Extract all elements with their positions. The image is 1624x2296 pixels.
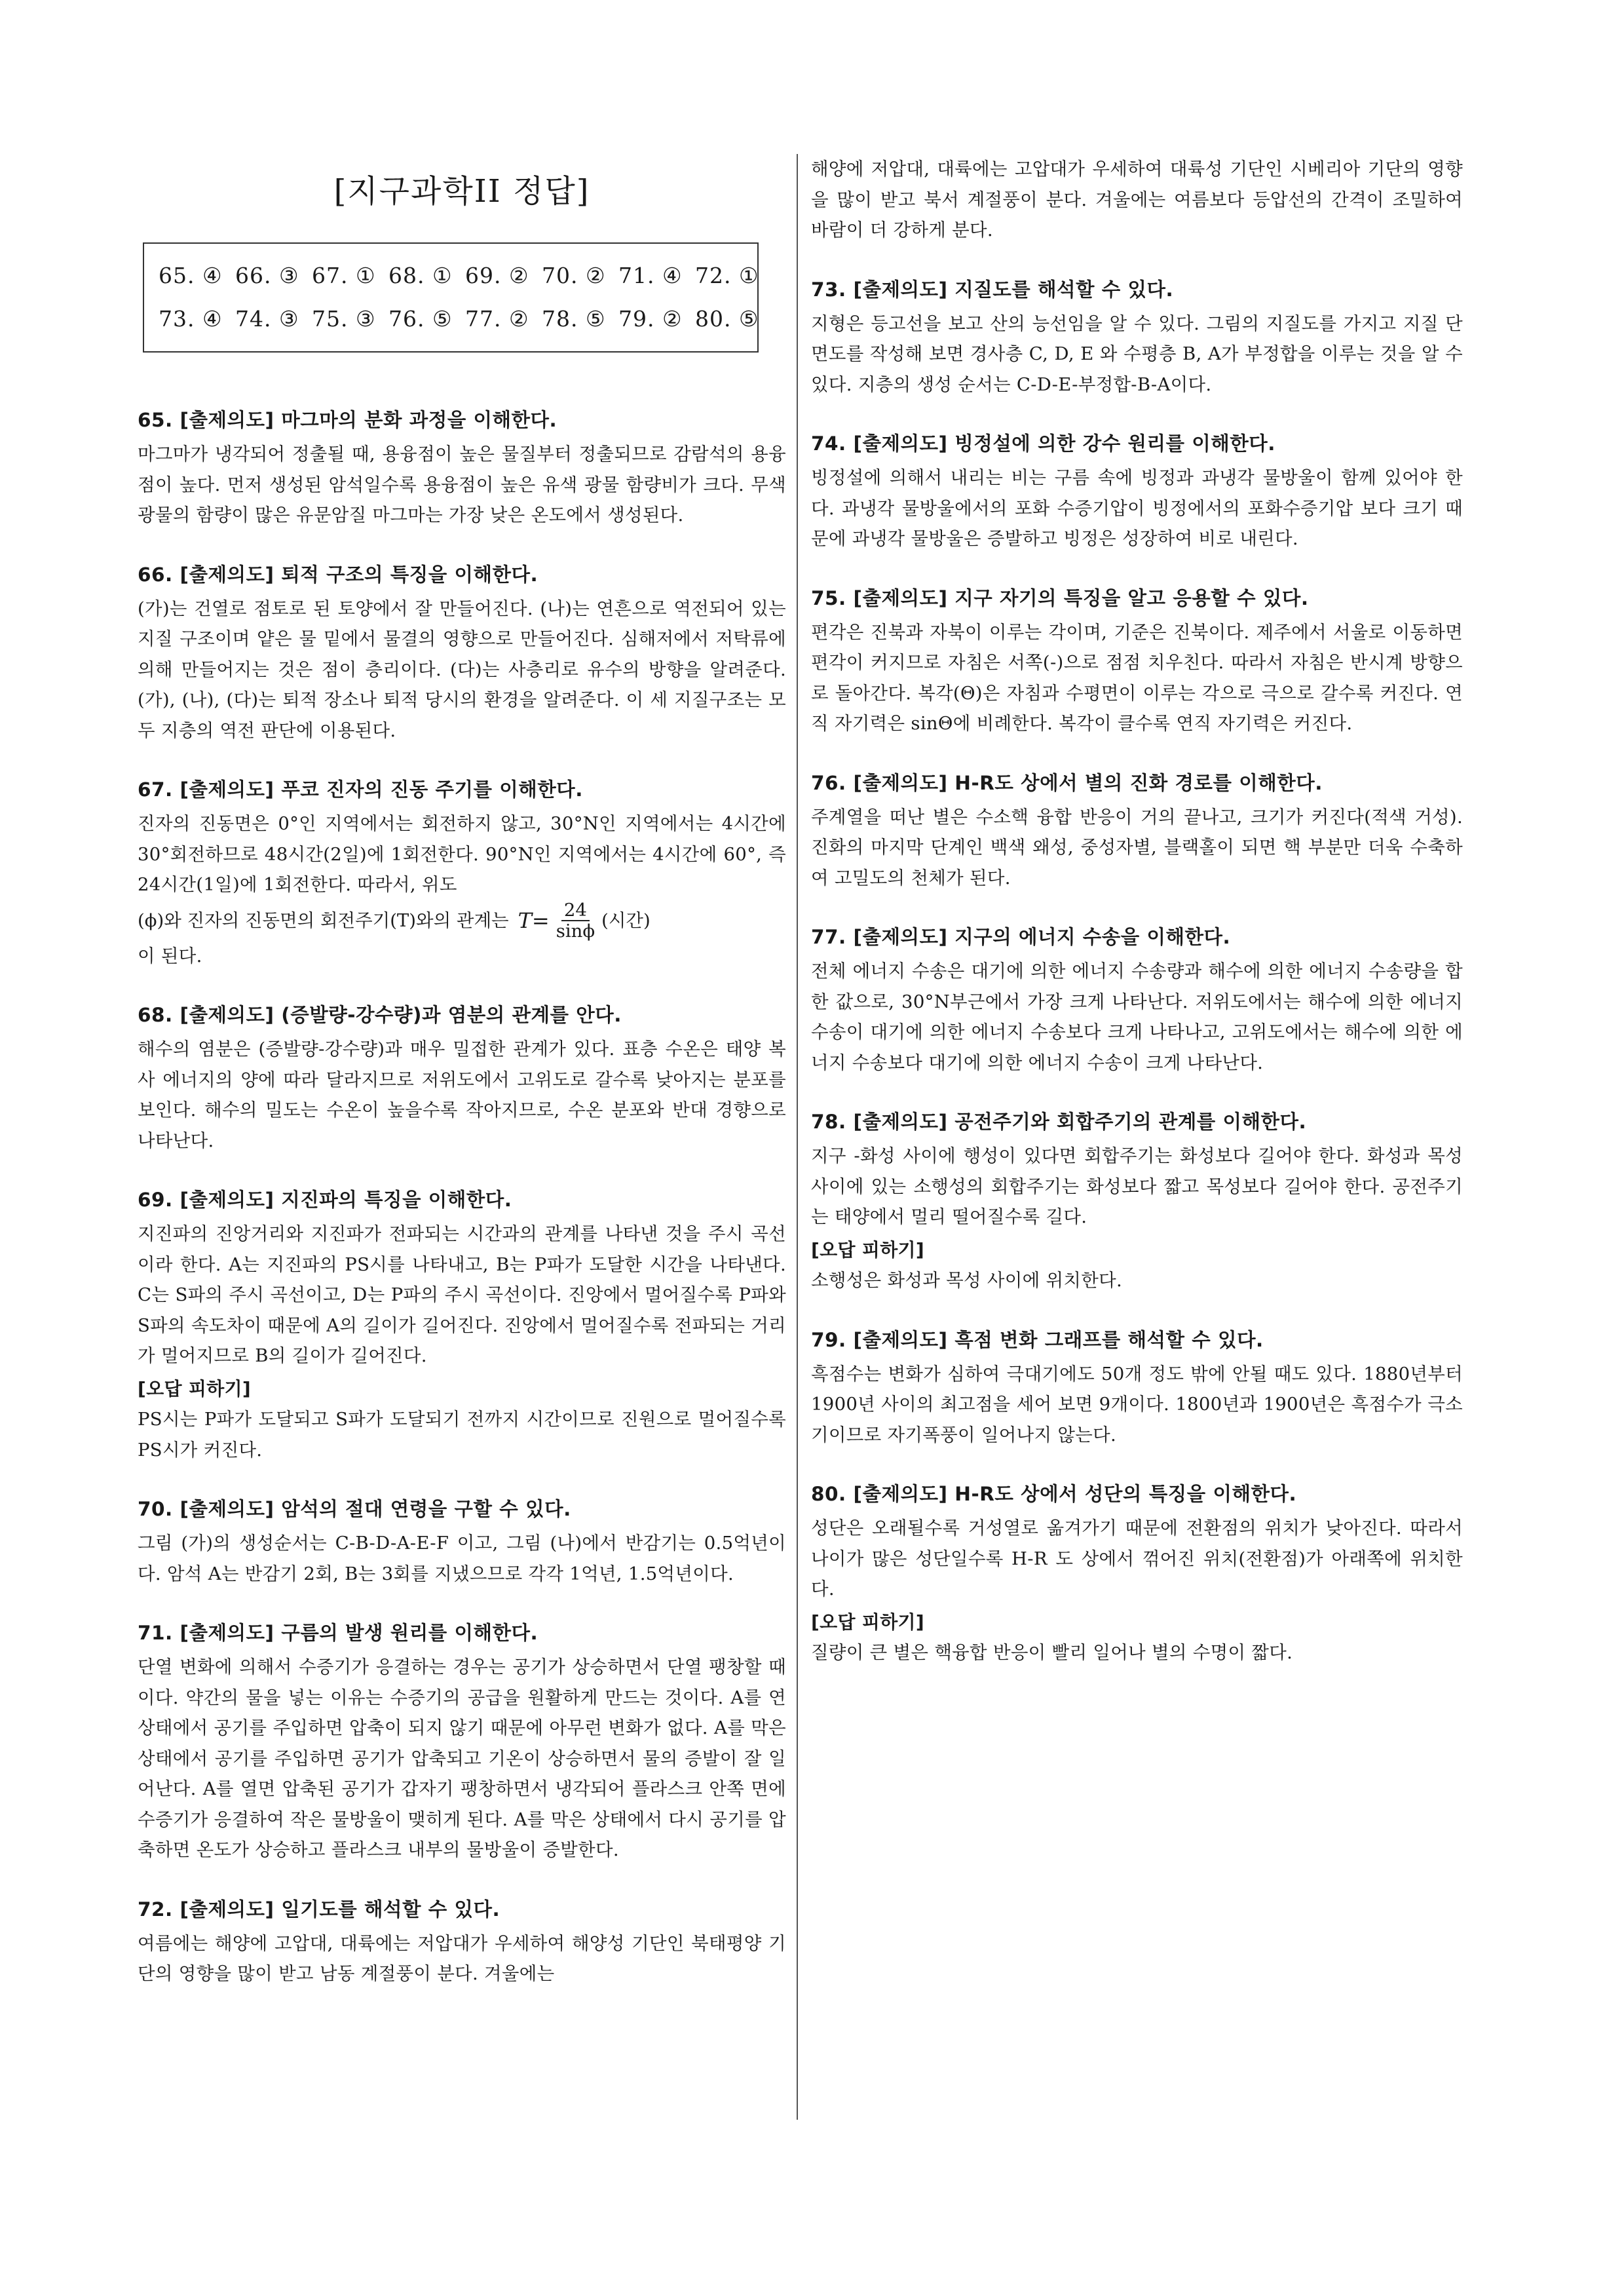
section-body: 빙정설에 의해서 내리는 비는 구름 속에 빙정과 과냉각 물방울이 함께 있어야 한다. 과냉각 물방울에서의 포화 수증기압이 빙정에서의 포화수증기압 보다 크기 때문에 과냉각 물방울은 증발하고 빙정은 성장하여 비로 내린다. — [811, 467, 1463, 549]
section-heading: 67. [출제의도] 푸코 진자의 진동 주기를 이해한다. — [138, 778, 583, 801]
answer-item: 76. ⑤ — [388, 306, 453, 332]
answer-item: 80. ⑤ — [695, 306, 759, 332]
section-body: 지구 -화성 사이에 행성이 있다면 회합주기는 화성보다 길어야 한다. 화성과 목성 사이에 있는 소행성의 회합주기는 화성보다 짧고 목성보다 길어야 한다. 공전주기는 태양에서 멀리 떨어질수록 길다. — [811, 1145, 1463, 1227]
answer-item: 70. ② — [542, 263, 606, 288]
section-heading: 76. [출제의도] H-R도 상에서 별의 진화 경로를 이해한다. — [811, 771, 1323, 794]
answer-item: 75. ③ — [312, 306, 376, 332]
explanation-75 — [811, 583, 1463, 739]
explanation-65 — [138, 405, 786, 531]
answer-item: 69. ② — [465, 263, 529, 288]
section-body: (가)는 건열로 점토로 된 토양에서 잘 만들어진다. (나)는 연흔으로 역전되어 있는 지질 구조이며 얕은 물 밑에서 물결의 영향으로 만들어진다. 심해저에서 저탁류에 의해 만들어지는 것은 점이 층리이다. (다)는 사층리로 유수의 방향을 알려준다. (가), (나), (다)는 퇴적 장소나 퇴적 당시의 환경을 알려준다. 이 세 지질구조는 모두 지층의 역전 판단에 이용된다. — [138, 598, 786, 741]
section-heading: 71. [출제의도] 구름의 발생 원리를 이해한다. — [138, 1622, 538, 1644]
answer-item: 79. ② — [618, 306, 683, 332]
section-body: 전체 에너지 수송은 대기에 의한 에너지 수송량과 해수에 의한 에너지 수송량을 합한 값으로, 30°N부근에서 가장 크게 나타난다. 저위도에서는 해수에 의한 에너지 수송이 대기에 의한 에너지 수송보다 크게 나타나고, 고위도에서는 해수에 의한 에너지 수송보다 대기에 의한 에너지 수송이 크게 나타난다. — [811, 961, 1463, 1073]
answer-item: 67. ① — [312, 263, 376, 288]
page-title: [지구과학II 정답] — [333, 173, 590, 210]
section-body: 그림 (가)의 생성순서는 C-B-D-A-E-F 이고, 그림 (나)에서 반감기는 0.5억년이다. 암석 A는 반감기 2회, B는 3회를 지냈으므로 각각 1억년, 1.5억년이다. — [138, 1533, 786, 1584]
section-body: 편각은 진북과 자북이 이루는 각이며, 기준은 진북이다. 제주에서 서울로 이동하면 편각이 커지므로 자침은 서쪽(-)으로 점점 치우친다. 따라서 자침은 반시계 방향으로 돌아간다. 복각(Θ)은 자침과 수평면이 이루는 각으로 극으로 갈수록 커진다. 연직 자기력은 sinΘ에 비례한다. 복각이 클수록 연직 자기력은 커진다. — [811, 621, 1463, 734]
section-heading: 74. [출제의도] 빙정설에 의한 강수 원리를 이해한다. — [811, 432, 1275, 455]
formula-fraction — [556, 900, 595, 941]
explanation-79 — [811, 1325, 1463, 1451]
right-column — [811, 154, 1463, 1668]
section-heading: 79. [출제의도] 흑점 변화 그래프를 해석할 수 있다. — [811, 1328, 1264, 1351]
formula-numerator: 24 — [561, 900, 590, 921]
section-heading: 65. [출제의도] 마그마의 분화 과정을 이해한다. — [138, 409, 557, 431]
explanation-72 — [138, 1894, 786, 1989]
explanation-74 — [811, 429, 1463, 554]
section-heading: 75. [출제의도] 지구 자기의 특징을 알고 응용할 수 있다. — [811, 586, 1309, 609]
answer-item: 66. ③ — [235, 263, 299, 288]
section-heading: 77. [출제의도] 지구의 에너지 수송을 이해한다. — [811, 926, 1231, 948]
explanation-71 — [138, 1618, 786, 1866]
answer-row-2 — [159, 297, 759, 341]
section-body: 여름에는 해양에 고압대, 대륙에는 저압대가 우세하여 해양성 기단인 북태평양 기단의 영향을 많이 받고 남동 계절풍이 분다. 겨울에는 — [138, 1932, 786, 1984]
answer-item: 74. ③ — [235, 306, 299, 332]
avoid-mistake-label: [오답 피하기] — [811, 1611, 924, 1633]
section-heading: 72. [출제의도] 일기도를 해석할 수 있다. — [138, 1898, 500, 1921]
formula-prefix: (ϕ)와 진자의 진동면의 회전주기(T)와의 관계는 — [138, 909, 509, 931]
formula-lhs: T= — [518, 908, 550, 933]
answer-item: 73. ④ — [159, 306, 223, 332]
section-body: 해양에 저압대, 대륙에는 고압대가 우세하여 대륙성 기단인 시베리아 기단의 영향을 많이 받고 북서 계절풍이 분다. 겨울에는 여름보다 등압선의 간격이 조밀하여 바람이 더 강하게 분다. — [811, 159, 1463, 240]
section-body: 주계열을 떠난 별은 수소핵 융합 반응이 거의 끝나고, 크기가 커진다(적색 거성). 진화의 마지막 단계인 백색 왜성, 중성자별, 블랙홀이 되면 핵 부분만 더욱 수축하여 고밀도의 천체가 된다. — [811, 806, 1463, 889]
section-body: 마그마가 냉각되어 정출될 때, 용융점이 높은 물질부터 정출되므로 감람석의 용융점이 높다. 먼저 생성된 암석일수록 용융점이 높은 유색 광물 함량비가 크다. 무색 광물의 함량이 많은 유문암질 마그마는 가장 낮은 온도에서 생성된다. — [138, 444, 786, 526]
answer-item: 68. ① — [388, 263, 453, 288]
section-body: 흑점수는 변화가 심하여 극대기에도 50개 정도 밖에 안될 때도 있다. 1880년부터 1900년 사이의 최고점을 세어 보면 9개이다. 1800년과 1900년은 흑점수가 극소기이므로 자기폭풍이 일어나지 않는다. — [811, 1363, 1463, 1445]
section-heading: 80. [출제의도] H-R도 상에서 성단의 특징을 이해한다. — [811, 1483, 1297, 1505]
answer-item: 72. ① — [695, 263, 759, 288]
answer-item: 78. ⑤ — [542, 306, 606, 332]
avoid-mistake-label: [오답 피하기] — [138, 1377, 251, 1400]
left-column — [138, 154, 786, 1989]
answer-item: 77. ② — [465, 306, 529, 332]
answer-row-1 — [159, 254, 759, 297]
period-formula-line — [138, 900, 786, 941]
avoid-mistake-body: 소행성은 화성과 목성 사이에 위치한다. — [811, 1270, 1123, 1291]
explanation-68 — [138, 1000, 786, 1156]
section-heading: 70. [출제의도] 암석의 절대 연령을 구할 수 있다. — [138, 1498, 571, 1520]
section-heading: 68. [출제의도] (증발량-강수량)과 염분의 관계를 안다. — [138, 1004, 622, 1026]
answer-item: 71. ④ — [618, 263, 683, 288]
avoid-mistake-label: [오답 피하기] — [811, 1238, 924, 1261]
explanation-70 — [138, 1494, 786, 1589]
section-body: 단열 변화에 의해서 수증기가 응결하는 경우는 공기가 상승하면서 단열 팽창할 때이다. 약간의 물을 넣는 이유는 수증기의 공급을 원활하게 만드는 것이다. A를 연 상태에서 공기를 주입하면 압축이 되지 않기 때문에 아무런 변화가 없다. A를 막은 상태에서 공기를 주입하면 공기가 압축되고 기온이 상승하면서 물의 증발이 잘 일어난다. A를 열면 압축된 공기가 갑자기 팽창하면서 냉각되어 플라스크 안쪽 면에 수증기가 응결하여 작은 물방울이 맺히게 된다. A를 막은 상태에서 다시 공기를 압축하면 온도가 상승하고 플라스크 내부의 물방울이 증발한다. — [138, 1656, 786, 1860]
section-heading: 73. [출제의도] 지질도를 해석할 수 있다. — [811, 278, 1174, 301]
section-body-end: 이 된다. — [138, 945, 202, 966]
section-body: 지진파의 진앙거리와 지진파가 전파되는 시간과의 관계를 나타낸 것을 주시 곡선이라 한다. A는 지진파의 PS시를 나타내고, B는 P파가 도달한 시간을 나타낸다. C는 S파의 주시 곡선이고, D는 P파의 주시 곡선이다. 진앙에서 멀어질수록 P파와 S파의 속도차이 때문에 A의 길이가 길어진다. 진앙에서 멀어질수록 전파되는 거리가 멀어지므로 B의 길이가 길어진다. — [138, 1223, 786, 1366]
section-heading: 78. [출제의도] 공전주기와 회합주기의 관계를 이해한다. — [811, 1111, 1307, 1133]
answer-item: 65. ④ — [159, 263, 223, 288]
section-body: 지형은 등고선을 보고 산의 능선임을 알 수 있다. 그림의 지질도를 가지고 지질 단면도를 작성해 보면 경사층 C, D, E 와 수평층 B, A가 부정합을 이루는 것을 알 수 있다. 지층의 생성 순서는 C-D-E-부정합-B-A이다. — [811, 313, 1463, 395]
explanation-72-continued — [811, 154, 1463, 246]
explanation-73 — [811, 275, 1463, 400]
avoid-mistake-body: 질량이 큰 별은 핵융합 반응이 빨리 일어나 별의 수명이 짧다. — [811, 1642, 1293, 1663]
explanation-76 — [811, 768, 1463, 894]
explanation-69 — [138, 1185, 786, 1465]
explanation-67 — [138, 775, 786, 971]
explanation-80 — [811, 1479, 1463, 1668]
section-heading: 66. [출제의도] 퇴적 구조의 특징을 이해한다. — [138, 563, 538, 586]
formula-denominator: sinϕ — [556, 920, 595, 942]
answer-key-box — [143, 242, 759, 353]
explanation-66 — [138, 560, 786, 746]
section-body: 성단은 오래될수록 거성열로 옮겨가기 때문에 전환점의 위치가 낮아진다. 따라서 나이가 많은 성단일수록 H-R 도 상에서 꺾어진 위치(전환점)가 아래쪽에 위치한다. — [811, 1518, 1463, 1599]
section-heading: 69. [출제의도] 지진파의 특징을 이해한다. — [138, 1189, 512, 1211]
column-divider — [797, 154, 798, 2120]
avoid-mistake-body: PS시는 P파가 도달되고 S파가 도달되기 전까지 시간이므로 진원으로 멀어질수록 PS시가 커진다. — [138, 1409, 786, 1461]
section-body: 진자의 진동면은 0°인 지역에서는 회전하지 않고, 30°N인 지역에서는 4시간에 30°회전하므로 48시간(2일)에 1회전한다. 90°N인 지역에서는 4시간에 60°, 즉 24시간(1일)에 1회전한다. 따라서, 위도 — [138, 813, 786, 895]
section-body: 해수의 염분은 (증발량-강수량)과 매우 밀접한 관계가 있다. 표층 수온은 태양 복사 에너지의 양에 따라 달라지므로 저위도에서 고위도로 갈수록 낮아지는 분포를 보인다. 해수의 밀도는 수온이 높을수록 작아지므로, 수온 분포와 반대 경향으로 나타난다. — [138, 1039, 786, 1151]
explanation-77 — [811, 922, 1463, 1078]
explanation-78 — [811, 1107, 1463, 1296]
formula-unit: (시간) — [601, 909, 651, 931]
